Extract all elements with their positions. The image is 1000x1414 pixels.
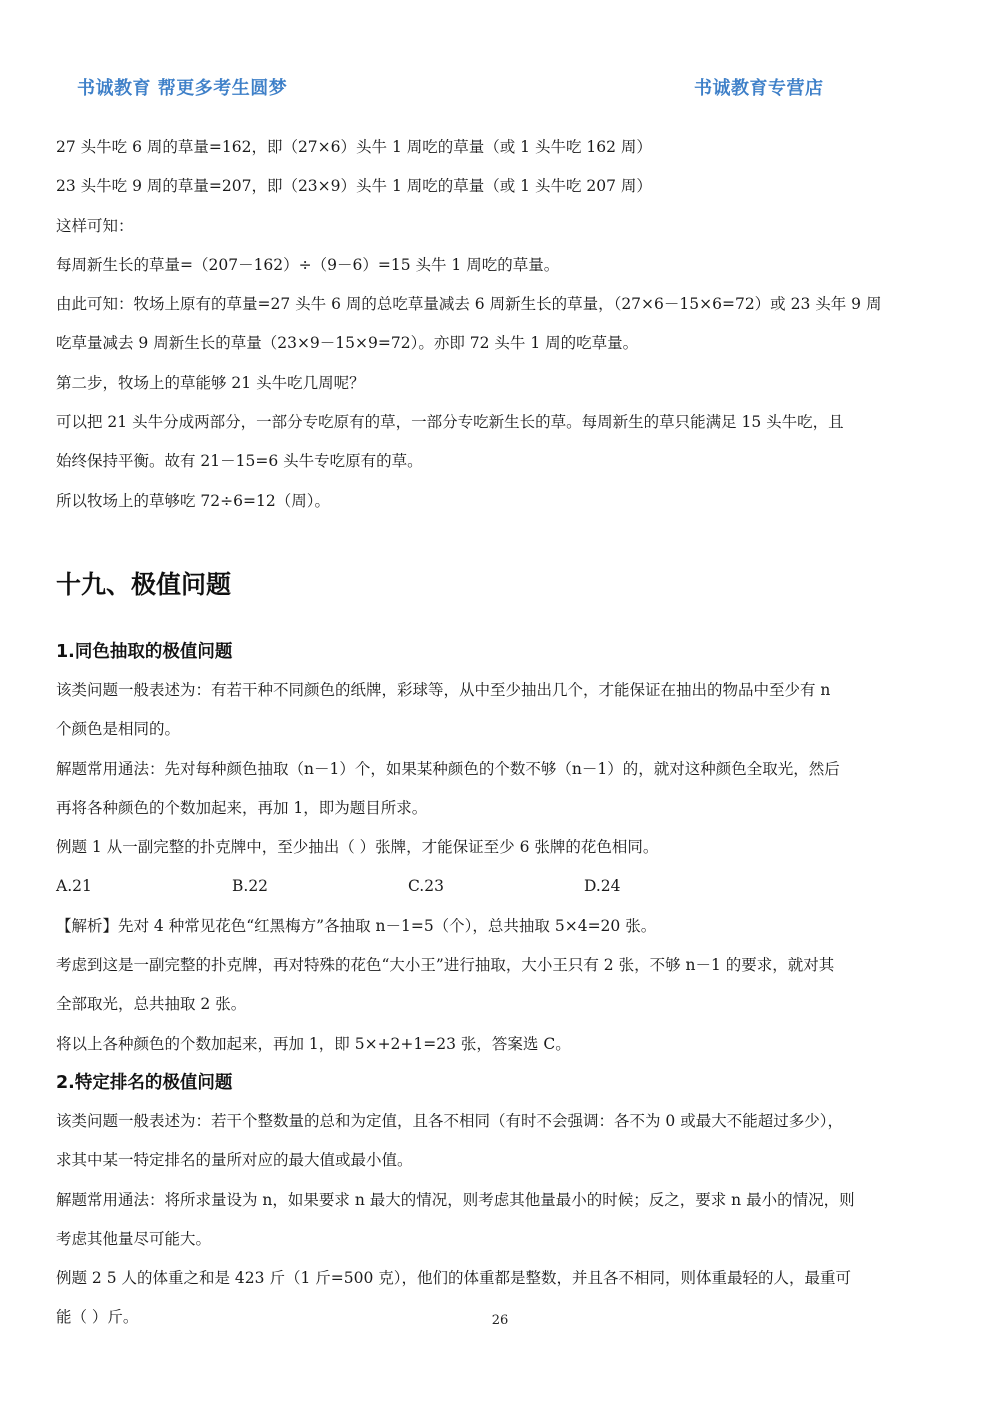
paragraph: 由此可知：牧场上原有的草量=27 头牛 6 周的总吃草量减去 6 周新生长的草量，（27×6－15×6=72）或 23 头年 9 周 bbox=[56, 295, 882, 314]
option-a: A.21 bbox=[56, 877, 92, 896]
document-body bbox=[56, 128, 946, 1338]
paragraph: 个颜色是相同的。 bbox=[56, 720, 181, 739]
subsection-title-1: 1.同色抽取的极值问题 bbox=[56, 641, 233, 662]
page-number: 26 bbox=[491, 1313, 509, 1328]
paragraph: 每周新生长的草量=（207－162）÷（9－6）=15 头牛 1 周吃的草量。 bbox=[56, 255, 560, 274]
paragraph: 第二步，牧场上的草能够 21 头牛吃几周呢？ bbox=[56, 373, 365, 392]
analysis-paragraph: 将以上各种颜色的个数加起来，再加 1，即 5×+2+1=23 张，答案选 C。 bbox=[56, 1034, 571, 1053]
option-b: B.22 bbox=[232, 877, 269, 896]
paragraph: 吃草量减去 9 周新生长的草量（23×9－15×9=72）。亦即 72 头牛 1 周的吃草量。 bbox=[56, 334, 639, 353]
paragraph: 这样可知： bbox=[56, 216, 134, 235]
paragraph: 该类问题一般表述为：若干个整数量的总和为定值，且各不相同（有时不会强调：各不为 0 或最大不能超过多少）， bbox=[56, 1111, 843, 1130]
header-slogan: 书诚教育 帮更多考生圆梦 bbox=[77, 78, 288, 99]
paragraph: 该类问题一般表述为：有若干种不同颜色的纸牌，彩球等，从中至少抽出几个，才能保证在抽出的物品中至少有 n bbox=[56, 680, 831, 699]
example-question-2: 例题 2 5 人的体重之和是 423 斤（1 斤=500 克），他们的体重都是整数，并且各不相同，则体重最轻的人，最重可 bbox=[56, 1269, 851, 1288]
analysis-paragraph: 全部取光，总共抽取 2 张。 bbox=[56, 995, 247, 1014]
section-title: 十九、极值问题 bbox=[56, 569, 232, 599]
paragraph: 所以牧场上的草够吃 72÷6=12（周）。 bbox=[56, 491, 330, 510]
answer-options bbox=[56, 867, 946, 906]
paragraph: 始终保持平衡。故有 21－15=6 头牛专吃原有的草。 bbox=[56, 452, 423, 471]
option-d: D.24 bbox=[584, 877, 621, 896]
analysis-paragraph: 考虑到这是一副完整的扑克牌，再对特殊的花色“大小王”进行抽取，大小王只有 2 张，不够 n－1 的要求，就对其 bbox=[56, 956, 835, 975]
paragraph: 考虑其他量尽可能大。 bbox=[56, 1229, 212, 1248]
paragraph: 解题常用通法：将所求量设为 n，如果要求 n 最大的情况，则考虑其他量最小的时候；反之，要求 n 最小的情况，则 bbox=[56, 1190, 855, 1209]
analysis-paragraph: 【解析】先对 4 种常见花色“红黑梅方”各抽取 n－1=5（个），总共抽取 5×4=20 张。 bbox=[56, 916, 657, 935]
paragraph: 27 头牛吃 6 周的草量=162，即（27×6）头牛 1 周吃的草量（或 1 头牛吃 162 周） bbox=[56, 138, 652, 156]
paragraph: 能（ ）斤。 bbox=[56, 1308, 139, 1327]
paragraph: 求其中某一特定排名的量所对应的最大值或最小值。 bbox=[56, 1151, 413, 1170]
paragraph: 23 头牛吃 9 周的草量=207，即（23×9）头牛 1 周吃的草量（或 1 头牛吃 207 周） bbox=[56, 177, 652, 196]
option-c: C.23 bbox=[408, 877, 444, 896]
example-question-1: 例题 1 从一副完整的扑克牌中，至少抽出（ ）张牌，才能保证至少 6 张牌的花色相同。 bbox=[56, 838, 659, 857]
paragraph: 再将各种颜色的个数加起来，再加 1，即为题目所求。 bbox=[56, 798, 428, 817]
paragraph: 解题常用通法：先对每种颜色抽取（n－1）个，如果某种颜色的个数不够（n－1）的，就对这种颜色全取光，然后 bbox=[56, 759, 840, 778]
paragraph: 可以把 21 头牛分成两部分，一部分专吃原有的草，一部分专吃新生长的草。每周新生的草只能满足 15 头牛吃，且 bbox=[56, 413, 844, 432]
header-store-name: 书诚教育专营店 bbox=[694, 78, 824, 99]
subsection-title-2: 2.特定排名的极值问题 bbox=[56, 1072, 233, 1093]
page-header bbox=[0, 74, 1000, 104]
